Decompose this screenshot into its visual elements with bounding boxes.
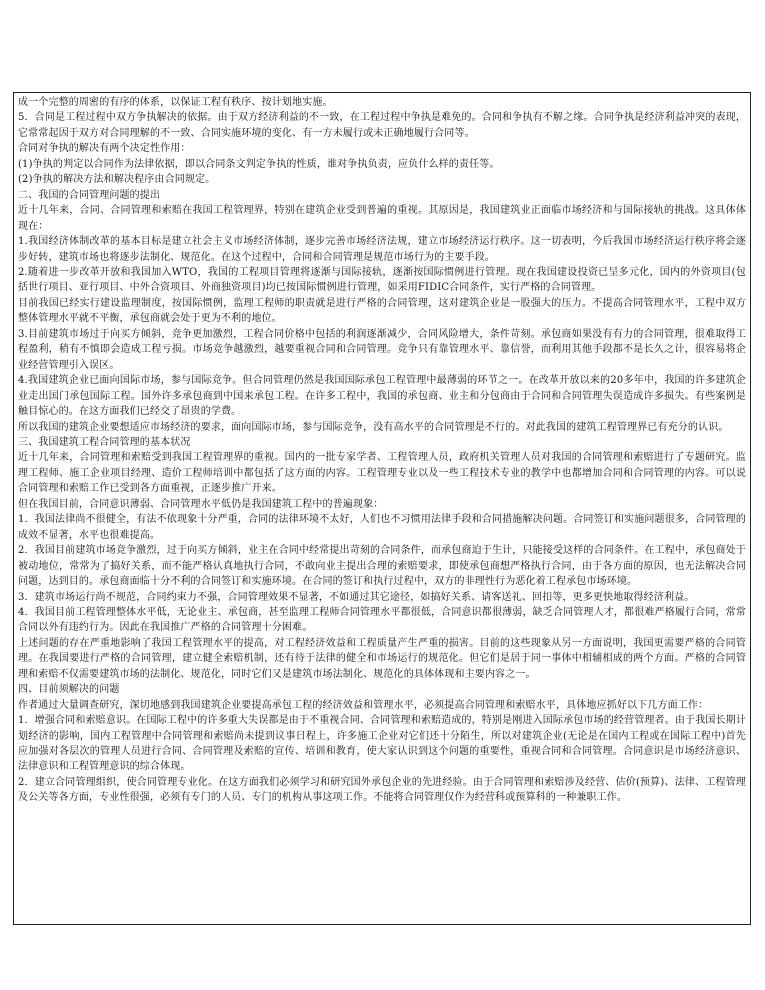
paragraph: 4．我国目前工程管理整体水平低，无论业主、承包商，甚至监理工程师合同管理水平都很低，合同意识都很薄弱，缺乏合同管理人才，都很难严格履行合同，常常合同以外有违约行为。因此在我国推广严格的合同管理十分困难。 bbox=[18, 606, 746, 634]
paragraph: 近十几年来，合同、合同管理和索赔在我国工程管理界，特别在建筑企业受到普遍的重视。其原因是，我国建筑业正面临市场经济和与国际接轨的挑战。这具体体现在： bbox=[18, 205, 746, 232]
paragraph: 3．建筑市场运行尚不规范，合同约束力不强，合同管理效果不显著，不如通过其它途径，如搞好关系、请客送礼、回扣等，更多更快地取得经济利益。 bbox=[18, 591, 695, 603]
paragraph: 但在我国目前，合同意识薄弱、合同管理水平低仍是我国建筑工程中的普遍现象： bbox=[18, 498, 384, 510]
paragraph: 合同对争执的解决有两个决定性作用： bbox=[18, 143, 191, 155]
document-page bbox=[13, 92, 751, 925]
paragraph: 1．我国法律尚不很健全，有法不依现象十分严重，合同的法律环境不太好，人们也不习惯用法律手段和合同措施解决问题。合同签订和实施问题很多，合同管理的成效不显著，水平也很难提高。 bbox=[18, 514, 746, 541]
paragraph: 1．增强合同和索赔意识。在国际工程中的许多重大失误都是由于不重视合同、合同管理和索赔造成的，特别是刚进入国际承包市场的经营管理者。由于我国长期计划经济的影响，国内工程管理中合同管理和索赔尚未提到议事日程上，许多施工企业对它们还十分陌生，所以对建筑企业(无论是在国内工程或在国际工程中)首先应加强对各层次的管理人员进行合同、合同管理及索赔的宣传、培训和教育，使大家认识到这个问题的重要性，重视合同和合同管理。合同意识是市场经济意识、法律意识和工程管理意识的综合体现。 bbox=[18, 715, 746, 773]
section-heading: 二、我国的合同管理问题的提出 bbox=[18, 189, 161, 201]
paragraph: 2．我国目前建筑市场竞争激烈，过于向买方倾斜，业主在合同中经常提出苛刻的合同条件，而承包商迫于生计，只能接受这样的合同条件。在工程中，承包商处于被动地位，常常为了搞好关系，而不能严格认真地执行合同，不敢向业主提出合理的索赔要求，即使承包商想严格执行合同，由于各方面的原因，也无法解决合同问题，达到目的。承包商面临十分不利的合同签订和实施环境。在合同的签订和执行过程中，双方的非理性行为恶化着工程承包市场环境。 bbox=[18, 545, 746, 588]
paragraph: 4.我国建筑企业已面向国际市场，参与国际竞争。但合同管理仍然是我国国际承包工程管理中最薄弱的环节之一。在改革开放以来的20多年中，我国的许多建筑企业走出国门承包国际工程。国外许多承包商到中国来承包工程。在许多工程中，我国的承包商、业主和分包商由于合同和合同管理失误造成许多损失。有些案例是触目惊心的。在这方面我们已经交了昂贵的学费。 bbox=[18, 375, 746, 418]
paragraph: 近十几年来，合同管理和索赔受到我国工程管理界的重视。国内的一批专家学者、工程管理人员，政府机关管理人员对我国的合同管理和索赔进行了专题研究。监理工程师、施工企业项目经理、造价工程师培训中都包括了这方面的内容。工程管理专业以及一些工程技术专业的教学中也都增加合同和合同管理的内容。可以说合同管理和索赔工作已受到各方面重视，正逐步推广开来。 bbox=[18, 452, 746, 495]
paragraph: (2)争执的解决方法和解决程序由合同规定。 bbox=[18, 174, 216, 186]
paragraph: (1)争执的判定以合同作为法律依据，即以合同条文判定争执的性质，谁对争执负责，应负什么样的责任等。 bbox=[18, 158, 500, 170]
paragraph: 目前我国已经实行建设监理制度，按国际惯例，监理工程师的职责就是进行严格的合同管理，这对建筑企业是一股强大的压力。不提高合同管理水平，工程中双方整体管理水平就不平衡，承包商就会处于更为不利的地位。 bbox=[18, 297, 746, 325]
paragraph: 作者通过大量调查研究，深切地感到我国建筑企业要提高承包工程的经济效益和管理水平，必须提高合同管理和索赔水平，具体地应抓好以下几方面工作： bbox=[18, 699, 709, 711]
paragraph: 所以我国的建筑企业要想适应市场经济的要求，面向国际市场，参与国际竞争，没有高水平的合同管理是不行的。对此我国的建筑工程管理界已有充分的认识。 bbox=[18, 421, 729, 433]
paragraph: 3.目前建筑市场过于向买方倾斜，竞争更加激烈，工程合同价格中包括的利润逐渐减少，合同风险增大，条件苛刻。承包商如果没有有力的合同管理，很难取得工程盈利，稍有不慎即会造成工程亏损。市场竞争越激烈，越要重视合同和合同管理。竞争只有靠管理水平、靠信誉，而利用其他手段都不是长久之计，很容易将企业经营管理引入误区。 bbox=[18, 328, 746, 371]
paragraph: 2.随着进一步改革开放和我国加入WTO，我国的工程项目管理将逐渐与国际接轨，逐渐按国际惯例进行管理。现在我国建设投资已呈多元化，国内的外资项目(包括世行项目、亚行项目、中外合资项目、外商独资项目)均已按国际惯例进行管理，如采用FIDIC合同条件，实行严格的合同管理。 bbox=[18, 266, 746, 294]
paragraph: 成一个完整的周密的有序的体系，以保证工程有秩序、按计划地实施。 bbox=[18, 97, 333, 108]
section-heading: 三、我国建筑工程合同管理的基本状况 bbox=[18, 436, 191, 448]
section-heading: 四、目前须解决的问题 bbox=[18, 684, 120, 696]
paragraph: 5．合同是工程过程中双方争执解决的依据。由于双方经济利益的不一致，在工程过程中争执是难免的。合同和争执有不解之缘。合同争执是经济利益冲突的表现，它常常起因于双方对合同理解的不一致、合同实施环境的变化、有一方未履行或未正确地履行合同等。 bbox=[18, 112, 746, 139]
paragraph: 1.我国经济体制改革的基本目标是建立社会主义市场经济体制，逐步完善市场经济法规，建立市场经济运行秩序。这一切表明，今后我国市场经济运行秩序将会逐步好转，建筑市场也将逐步法制化、规范化。在这个过程中，合同和合同管理是规范市场行为的主要手段。 bbox=[18, 236, 746, 263]
paragraph: 上述问题的存在严重地影响了我国工程管理水平的提高，对工程经济效益和工程质量产生严重的损害。目前的这些现象从另一方面说明，我国更需要严格的合同管理。在我国要进行严格的合同管理，建立健全索赔机制，还有待于法律的健全和市场运行的规范化。但它们是居于同一事体中相辅相成的两个方面。严格的合同管理和索赔不仅需要建筑市场的法制化、规范化，同时它们又是建筑市场法制化、规范化的具体体现和主要内容之一。 bbox=[18, 637, 746, 680]
paragraph: 2．建立合同管理组织，使合同管理专业化。在这方面我们必须学习和研究国外承包企业的先进经验。由于合同管理和索赔涉及经营、估价(预算)、法律、工程管理及公关等各方面，专业性很强，必须有专门的人员、专门的机构从事这项工作。不能将合同管理仅作为经营科或预算科的一种兼职工作。 bbox=[18, 776, 746, 804]
